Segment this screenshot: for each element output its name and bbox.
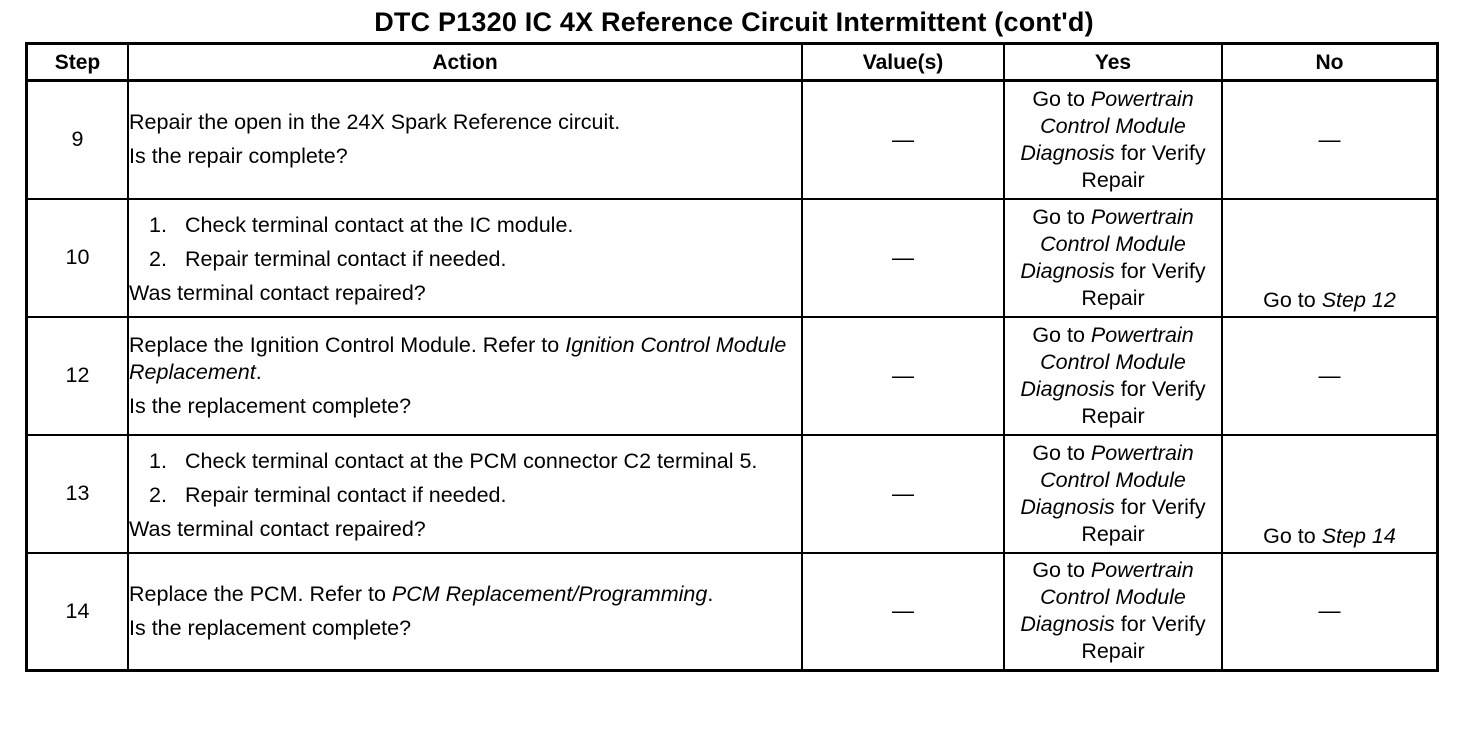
action-question: Is the repair complete? [129,144,348,169]
action-question: Is the replacement complete? [129,615,412,640]
action-prefix: Replace the PCM. Refer to [129,581,392,606]
list-item [129,212,801,239]
action-question: Was terminal contact repaired? [129,517,426,541]
yes-go-to: Go to [1032,322,1091,347]
no-go-to: Go to [1263,523,1322,548]
action-reference-link[interactable]: PCM Replacement/Programming [391,581,708,606]
action-text [129,581,801,608]
value-cell [802,81,1004,199]
no-link-step[interactable]: Step 14 [1321,523,1396,548]
yes-go-to: Go to [1032,204,1091,229]
yes-cell [1004,317,1222,435]
no-cell [1222,317,1438,435]
list-item-text: Check terminal contact at the IC module. [185,213,574,237]
yes-go-to: Go to [1032,440,1091,465]
no-cell [1222,81,1438,199]
value-cell [802,553,1004,671]
no-dash: — [1318,126,1341,152]
document-title: DTC P1320 IC 4X Reference Circuit Intermittent (cont'd) [374,7,1094,37]
table-row [27,81,1438,199]
action-suffix: . [707,581,714,606]
step-number: 14 [27,553,129,671]
value-cell [802,435,1004,553]
yes-link-ptcm-diagnosis[interactable]: Powertrain Control Module Diagnosis [1020,558,1194,637]
list-item-text: Check terminal contact at the PCM connector C2 terminal 5. [185,449,758,473]
action-prefix: Replace the Ignition Control Module. Refer to [129,332,566,357]
yes-link-ptcm-diagnosis[interactable]: Powertrain Control Module Diagnosis [1020,440,1194,519]
list-item-number: 1. [149,449,167,473]
list-item-number: 2. [149,247,167,271]
yes-link-ptcm-diagnosis[interactable]: Powertrain Control Module Diagnosis [1020,204,1194,283]
header-yes: Yes [1004,44,1222,81]
no-cell [1222,553,1438,671]
list-item [129,246,801,273]
list-item-number: 1. [149,213,167,237]
yes-verify-repair: for Verify Repair [1081,612,1206,664]
yes-verify-repair: for Verify Repair [1081,140,1206,192]
action-list [129,212,801,273]
no-link-step[interactable]: Step 12 [1321,287,1396,312]
yes-link-ptcm-diagnosis[interactable]: Powertrain Control Module Diagnosis [1020,86,1194,165]
list-item-text: Repair terminal contact if needed. [185,247,507,271]
header-values: Value(s) [802,44,1004,81]
header-no: No [1222,44,1438,81]
diagnostic-table [25,42,1439,672]
yes-cell [1004,199,1222,317]
action-cell [128,317,802,435]
action-question: Is the replacement complete? [129,393,412,418]
yes-go-to: Go to [1032,558,1091,583]
step-number: 9 [27,81,129,199]
yes-verify-repair: for Verify Repair [1081,494,1206,546]
value-cell [802,317,1004,435]
yes-go-to: Go to [1032,86,1091,111]
yes-cell [1004,81,1222,199]
action-list [129,448,801,509]
list-item [129,482,801,509]
list-item [129,448,801,475]
yes-verify-repair: for Verify Repair [1081,258,1206,310]
list-item-text: Repair terminal contact if needed. [185,483,507,507]
no-cell [1222,199,1438,317]
value-dash: — [892,598,914,624]
no-go-to: Go to [1263,287,1322,312]
table-row [27,199,1438,317]
action-cell [128,199,802,317]
no-dash: — [1318,362,1341,388]
yes-verify-repair: for Verify Repair [1081,376,1206,428]
action-cell [128,435,802,553]
table-row [27,435,1438,553]
yes-cell [1004,435,1222,553]
table-row [27,553,1438,671]
no-cell [1222,435,1438,553]
action-question: Was terminal contact repaired? [129,281,426,305]
action-text: Repair the open in the 24X Spark Reference circuit. [129,110,621,135]
step-number: 13 [27,435,129,553]
value-dash: — [892,362,914,388]
table-row [27,317,1438,435]
yes-cell [1004,553,1222,671]
step-number: 12 [27,317,129,435]
action-text [129,332,801,386]
value-dash: — [892,126,914,152]
action-suffix: . [255,359,262,384]
step-number: 10 [27,199,129,317]
value-dash: — [892,480,914,506]
table-header-row [27,44,1438,81]
header-step: Step [27,44,129,81]
action-cell [128,553,802,671]
value-cell [802,199,1004,317]
action-cell [128,81,802,199]
list-item-number: 2. [149,483,167,507]
no-dash: — [1318,598,1341,624]
header-action: Action [128,44,802,81]
action-reference-link[interactable]: Ignition Control Module Replacement [129,332,787,384]
value-dash: — [892,244,914,270]
yes-link-ptcm-diagnosis[interactable]: Powertrain Control Module Diagnosis [1020,322,1194,401]
